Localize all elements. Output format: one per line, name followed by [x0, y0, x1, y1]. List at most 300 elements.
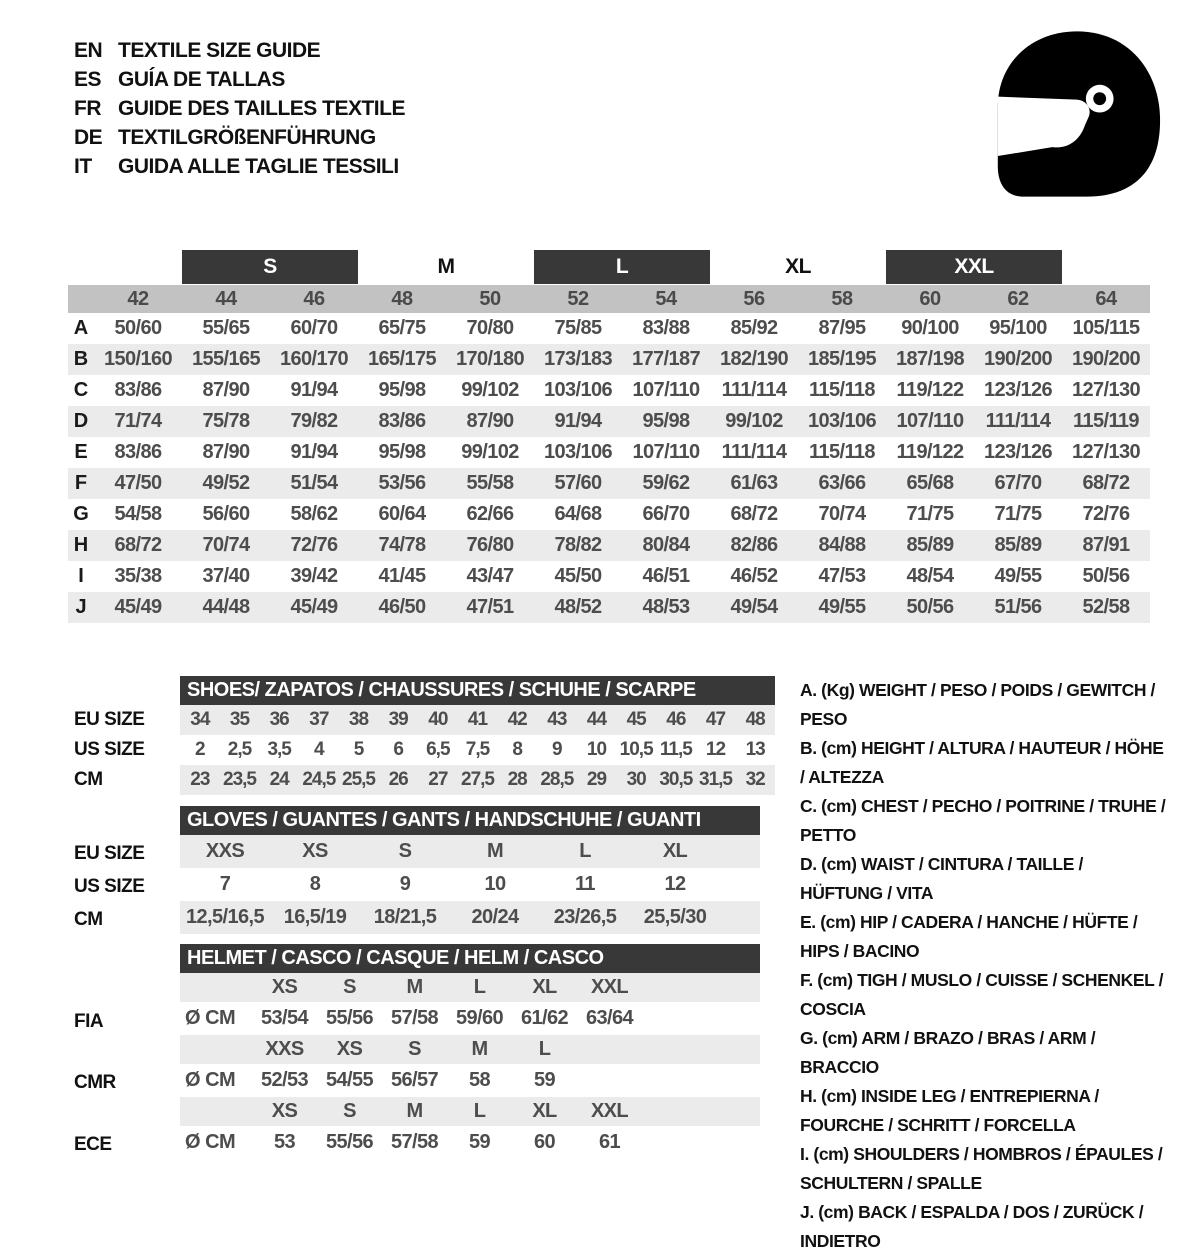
- eu-size-cell: 40: [428, 709, 448, 730]
- lang-code: IT: [74, 154, 92, 178]
- helmet-size-cell: M: [471, 1038, 488, 1060]
- size-cell: 66/70: [642, 503, 690, 525]
- gloves-eu-row: [180, 835, 760, 868]
- guide-title: TEXTILE SIZE GUIDE: [118, 38, 321, 62]
- helmet-cm-cell: 60: [533, 1131, 556, 1153]
- us-size-cell: 6,5: [426, 739, 450, 760]
- size-cell: 150/160: [103, 348, 173, 370]
- size-cell: 64/68: [554, 503, 602, 525]
- cm-cell: 18/21,5: [373, 906, 437, 928]
- size-cell: 165/175: [367, 348, 437, 370]
- helmet-size-table: [180, 944, 760, 1159]
- size-cell: 107/110: [632, 441, 700, 463]
- measurement-legend: [800, 676, 1170, 1256]
- helmet-cm-cell: 53: [273, 1131, 296, 1153]
- gloves-size-table: [180, 806, 760, 934]
- us-size-cell: 2,5: [227, 739, 252, 760]
- us-size-cell: 10: [586, 739, 607, 760]
- helmet-cm-cell: 58: [468, 1069, 491, 1091]
- size-cell: 87/91: [1082, 534, 1130, 556]
- us-size-cell: 7: [219, 873, 231, 895]
- measure-row-d: [68, 406, 1150, 437]
- size-cell: 70/74: [818, 503, 866, 525]
- size-cell: 83/88: [642, 317, 690, 339]
- helmet-cm-cell: 61: [598, 1131, 621, 1153]
- helmet-fia-values-row: [180, 1002, 760, 1035]
- cm-cell: 28,5: [540, 769, 574, 790]
- size-cell: 111/114: [721, 379, 787, 401]
- size-group-m: M: [437, 255, 455, 278]
- numeric-size: 46: [303, 287, 325, 310]
- cm-cell: 23/26,5: [553, 906, 617, 928]
- cm-cell: 24: [269, 769, 289, 790]
- size-cell: 72/76: [1082, 503, 1130, 525]
- eu-size-cell: XS: [302, 840, 328, 862]
- measure-row-j: [68, 592, 1150, 623]
- numeric-size: 42: [127, 287, 149, 310]
- diameter-cm-label: Ø CM: [185, 1007, 236, 1029]
- size-cell: 65/68: [906, 472, 954, 494]
- row-label: E: [74, 441, 88, 463]
- helmet-cm-cell: 53/54: [260, 1007, 309, 1029]
- size-cell: 190/200: [983, 348, 1053, 370]
- lang-row-it: [74, 152, 405, 181]
- size-cell: 75/78: [202, 410, 250, 432]
- size-cell: 160/170: [279, 348, 349, 370]
- legend-item-g: G. (cm) ARM / BRAZO / BRAS / ARM / BRACCIO: [800, 1028, 1096, 1077]
- us-size-cell: 6: [393, 739, 403, 760]
- size-cell: 46/52: [730, 565, 778, 587]
- size-cell: 71/75: [994, 503, 1042, 525]
- eu-size-cell: 44: [586, 709, 607, 730]
- cm-cell: 12,5/16,5: [185, 906, 264, 928]
- size-cell: 47/51: [466, 596, 514, 618]
- size-cell: 105/115: [1072, 317, 1140, 339]
- size-cell: 91/94: [290, 379, 338, 401]
- size-cell: 155/165: [191, 348, 261, 370]
- size-cell: 103/106: [807, 410, 877, 432]
- legend-item-b: B. (cm) HEIGHT / ALTURA / HAUTEUR / HÖHE / ALTEZZA: [800, 738, 1164, 787]
- gloves-table-title: GLOVES / GUANTES / GANTS / HANDSCHUHE / GUANTI: [180, 806, 760, 835]
- shoes-cm-label: CM: [74, 769, 103, 790]
- us-size-cell: 10: [484, 873, 506, 895]
- language-title-block: [74, 36, 405, 181]
- size-cell: 84/88: [818, 534, 866, 556]
- size-cell: 115/119: [1073, 410, 1139, 432]
- size-cell: 47/50: [114, 472, 162, 494]
- helmet-fia-sizes-row: [180, 973, 760, 1002]
- size-cell: 55/58: [466, 472, 514, 494]
- helmet-cm-cell: 61/62: [520, 1007, 569, 1029]
- us-size-cell: 9: [552, 739, 562, 760]
- size-cell: 35/38: [114, 565, 162, 587]
- cm-cell: 30,5: [659, 769, 693, 790]
- helmet-size-cell: S: [343, 1100, 356, 1122]
- gloves-us-size-label: US SIZE: [74, 876, 145, 897]
- us-size-cell: 10,5: [619, 739, 653, 760]
- fia-standard-label: FIA: [74, 1011, 104, 1032]
- helmet-cm-cell: 59: [468, 1131, 491, 1153]
- size-cell: 49/52: [202, 472, 250, 494]
- size-cell: 173/183: [543, 348, 613, 370]
- eu-size-cell: 43: [547, 709, 567, 730]
- cm-cell: 28: [507, 769, 527, 790]
- us-size-cell: 8: [512, 739, 522, 760]
- size-cell: 87/90: [466, 410, 514, 432]
- us-size-cell: 11,5: [659, 739, 692, 760]
- guide-title: GUIDA ALLE TAGLIE TESSILI: [118, 154, 399, 178]
- numeric-size: 48: [391, 287, 413, 310]
- eu-size-cell: 42: [507, 709, 527, 730]
- cm-cell: 23,5: [223, 769, 256, 790]
- helmet-size-cell: XXL: [590, 1100, 629, 1122]
- helmet-cmr-values-row: [180, 1064, 760, 1097]
- size-cell: 68/72: [730, 503, 778, 525]
- cm-cell: 25,5/30: [643, 906, 707, 928]
- size-cell: 123/126: [983, 379, 1053, 401]
- size-cell: 115/118: [809, 379, 875, 401]
- size-cell: 45/49: [290, 596, 338, 618]
- helmet-cm-cell: 59/60: [455, 1007, 504, 1029]
- size-cell: 50/56: [906, 596, 954, 618]
- size-cell: 83/86: [378, 410, 426, 432]
- us-size-cell: 5: [353, 739, 364, 760]
- us-size-cell: 7,5: [465, 739, 490, 760]
- measure-row-a: [68, 313, 1150, 344]
- cm-cell: 25,5: [342, 769, 375, 790]
- numeric-size: 52: [567, 287, 589, 310]
- legend-item-i: I. (cm) SHOULDERS / HOMBROS / ÉPAULES / SCHULTERN / SPALLE: [800, 1144, 1163, 1193]
- us-size-cell: 8: [309, 873, 321, 895]
- shoes-us-row: [180, 735, 775, 765]
- guide-title: GUIDE DES TAILLES TEXTILE: [118, 96, 405, 120]
- numeric-size: 56: [743, 287, 765, 310]
- size-cell: 103/106: [543, 379, 613, 401]
- size-cell: 39/42: [290, 565, 338, 587]
- size-cell: 85/89: [994, 534, 1042, 556]
- guide-title: TEXTILGRÖßENFÜHRUNG: [118, 125, 376, 149]
- size-group-header-row: [68, 250, 1150, 284]
- size-cell: 49/54: [730, 596, 778, 618]
- size-cell: 103/106: [543, 441, 613, 463]
- size-cell: 56/60: [202, 503, 250, 525]
- helmet-size-cell: XL: [532, 1100, 557, 1122]
- helmet-cm-cell: 57/58: [390, 1007, 439, 1029]
- size-group-l: L: [534, 250, 710, 284]
- shoes-eu-row: [180, 705, 775, 735]
- measure-row-f: [68, 468, 1150, 499]
- size-cell: 83/86: [114, 379, 162, 401]
- size-cell: 76/80: [466, 534, 514, 556]
- size-cell: 90/100: [901, 317, 959, 339]
- size-cell: 46/50: [378, 596, 426, 618]
- size-cell: 119/122: [896, 441, 964, 463]
- helmet-size-cell: S: [408, 1038, 421, 1060]
- size-cell: 67/70: [994, 472, 1042, 494]
- size-cell: 119/122: [896, 379, 964, 401]
- size-cell: 182/190: [719, 348, 789, 370]
- size-cell: 44/48: [202, 596, 250, 618]
- size-cell: 41/45: [378, 565, 426, 587]
- legend-item-e: E. (cm) HIP / CADERA / HANCHE / HÜFTE / HIPS / BACINO: [800, 912, 1138, 961]
- row-label: J: [75, 596, 87, 618]
- size-cell: 95/98: [378, 379, 426, 401]
- numeric-size: 64: [1095, 287, 1117, 310]
- legend-item-c: C. (cm) CHEST / PECHO / POITRINE / TRUHE / PETTO: [800, 796, 1166, 845]
- helmet-size-cell: M: [406, 1100, 423, 1122]
- size-cell: 50/56: [1082, 565, 1130, 587]
- eu-size-cell: XXS: [205, 840, 245, 862]
- us-size-cell: 3,5: [267, 739, 291, 760]
- cm-cell: 20/24: [471, 906, 519, 928]
- size-cell: 54/58: [114, 503, 162, 525]
- size-cell: 91/94: [554, 410, 602, 432]
- size-cell: 99/102: [461, 441, 519, 463]
- cm-cell: 27,5: [461, 769, 494, 790]
- gloves-cm-row: [180, 901, 760, 934]
- row-label: C: [73, 379, 89, 401]
- size-cell: 47/53: [818, 565, 866, 587]
- eu-size-cell: 38: [348, 709, 369, 730]
- size-cell: 99/102: [725, 410, 783, 432]
- us-size-cell: 9: [399, 873, 411, 895]
- eu-size-cell: 35: [229, 709, 250, 730]
- size-cell: 123/126: [983, 441, 1053, 463]
- measure-row-g: [68, 499, 1150, 530]
- size-cell: 70/74: [202, 534, 250, 556]
- helmet-cm-cell: 52/53: [260, 1069, 309, 1091]
- shoes-cm-row: [180, 765, 775, 795]
- size-cell: 115/118: [809, 441, 875, 463]
- helmet-cm-cell: 57/58: [390, 1131, 439, 1153]
- size-cell: 80/84: [642, 534, 690, 556]
- helmet-ece-values-row: [180, 1126, 760, 1159]
- us-size-cell: 12: [705, 739, 726, 760]
- measure-row-e: [68, 437, 1150, 468]
- cm-cell: 27: [428, 769, 448, 790]
- size-cell: 58/62: [290, 503, 338, 525]
- size-cell: 85/89: [906, 534, 954, 556]
- measure-row-c: [68, 375, 1150, 406]
- lang-row-en: [74, 36, 405, 65]
- lang-code: DE: [74, 125, 103, 149]
- size-cell: 51/54: [290, 472, 338, 494]
- size-cell: 87/95: [818, 317, 866, 339]
- eu-size-cell: 37: [309, 709, 329, 730]
- size-cell: 72/76: [290, 534, 338, 556]
- diameter-cm-label: Ø CM: [185, 1131, 236, 1153]
- size-cell: 74/78: [378, 534, 426, 556]
- cm-cell: 31,5: [699, 769, 732, 790]
- row-label: G: [73, 503, 89, 525]
- eu-size-cell: L: [579, 840, 591, 862]
- size-cell: 52/58: [1082, 596, 1130, 618]
- row-label: I: [78, 565, 84, 587]
- lang-code: ES: [74, 67, 102, 91]
- size-cell: 70/80: [466, 317, 514, 339]
- size-cell: 79/82: [290, 410, 338, 432]
- helmet-size-cell: L: [473, 976, 486, 998]
- size-cell: 187/198: [895, 348, 965, 370]
- eu-size-cell: 34: [190, 709, 210, 730]
- numeric-size: 60: [919, 287, 941, 310]
- helmet-size-cell: XS: [271, 1100, 298, 1122]
- measure-row-h: [68, 530, 1150, 561]
- lang-code: EN: [74, 38, 103, 62]
- size-cell: 111/114: [985, 410, 1051, 432]
- eu-size-cell: 39: [388, 709, 408, 730]
- eu-size-cell: 45: [626, 709, 646, 730]
- size-group-xl: XL: [785, 255, 811, 278]
- cm-cell: 26: [388, 769, 408, 790]
- legend-item-j: J. (cm) BACK / ESPALDA / DOS / ZURÜCK / INDIETRO: [800, 1202, 1144, 1251]
- helmet-size-cell: XXS: [265, 1038, 304, 1060]
- size-cell: 57/60: [554, 472, 602, 494]
- row-label: D: [73, 410, 89, 432]
- cm-cell: 29: [586, 769, 607, 790]
- legend-item-a: A. (Kg) WEIGHT / PESO / POIDS / GEWITCH / PESO: [800, 680, 1155, 729]
- size-cell: 37/40: [202, 565, 250, 587]
- helmet-cm-cell: 55/56: [325, 1131, 374, 1153]
- eu-size-cell: S: [398, 840, 412, 862]
- size-cell: 82/86: [730, 534, 778, 556]
- eu-size-cell: 48: [745, 709, 765, 730]
- eu-size-cell: 41: [467, 709, 488, 730]
- main-size-table: [68, 250, 1150, 623]
- size-cell: 48/53: [642, 596, 690, 618]
- size-cell: 55/65: [202, 317, 250, 339]
- helmet-size-cell: XS: [336, 1038, 363, 1060]
- eu-size-cell: 36: [269, 709, 289, 730]
- size-cell: 127/130: [1071, 379, 1141, 401]
- numeric-size: 58: [831, 287, 853, 310]
- size-cell: 49/55: [994, 565, 1042, 587]
- size-cell: 53/56: [378, 472, 426, 494]
- shoes-size-table: [180, 676, 775, 795]
- legend-item-f: F. (cm) TIGH / MUSLO / CUISSE / SCHENKEL / COSCIA: [800, 970, 1164, 1019]
- size-group-xxl: XXL: [886, 250, 1062, 284]
- numeric-size: 62: [1007, 287, 1029, 310]
- gloves-cm-label: CM: [74, 909, 103, 930]
- size-cell: 95/98: [642, 410, 690, 432]
- cmr-standard-label: CMR: [74, 1072, 116, 1093]
- cm-cell: 23: [190, 769, 210, 790]
- size-cell: 107/110: [896, 410, 964, 432]
- size-cell: 85/92: [730, 317, 778, 339]
- size-cell: 170/180: [455, 348, 525, 370]
- us-size-cell: 11: [575, 873, 595, 895]
- size-cell: 60/70: [290, 317, 338, 339]
- size-cell: 51/56: [994, 596, 1042, 618]
- size-cell: 68/72: [114, 534, 162, 556]
- helmet-size-cell: L: [538, 1038, 551, 1060]
- size-cell: 65/75: [378, 317, 426, 339]
- size-cell: 48/54: [906, 565, 954, 587]
- numeric-size-header-row: [68, 285, 1150, 313]
- cm-cell: 32: [745, 769, 765, 790]
- size-cell: 71/74: [114, 410, 162, 432]
- lang-row-es: [74, 65, 405, 94]
- size-cell: 75/85: [554, 317, 602, 339]
- size-cell: 45/49: [114, 596, 162, 618]
- size-cell: 177/187: [631, 348, 701, 370]
- size-cell: 68/72: [1082, 472, 1130, 494]
- eu-size-cell: M: [486, 840, 504, 862]
- size-cell: 107/110: [632, 379, 700, 401]
- size-cell: 59/62: [642, 472, 690, 494]
- us-size-cell: 13: [745, 739, 765, 760]
- numeric-size: 54: [655, 287, 677, 310]
- shoes-us-size-label: US SIZE: [74, 739, 145, 760]
- us-size-cell: 2: [195, 739, 205, 760]
- helmet-size-cell: XL: [532, 976, 557, 998]
- row-label: H: [73, 534, 89, 556]
- row-label: F: [74, 472, 88, 494]
- helmet-cm-cell: 56/57: [390, 1069, 439, 1091]
- us-size-cell: 12: [664, 873, 686, 895]
- helmet-ece-sizes-row: [180, 1097, 760, 1126]
- diameter-cm-label: Ø CM: [185, 1069, 236, 1091]
- helmet-size-cell: XS: [271, 976, 298, 998]
- size-cell: 87/90: [202, 441, 250, 463]
- size-cell: 60/64: [378, 503, 426, 525]
- cm-cell: 16,5/19: [283, 906, 347, 928]
- measure-row-b: [68, 344, 1150, 375]
- shoes-eu-size-label: EU SIZE: [74, 709, 145, 730]
- size-cell: 78/82: [554, 534, 602, 556]
- size-cell: 95/100: [989, 317, 1047, 339]
- size-cell: 190/200: [1071, 348, 1141, 370]
- legend-item-d: D. (cm) WAIST / CINTURA / TAILLE / HÜFTUNG / VITA: [800, 854, 1083, 903]
- eu-size-cell: 46: [666, 709, 686, 730]
- size-cell: 46/51: [642, 565, 690, 587]
- helmet-size-cell: XXL: [590, 976, 629, 998]
- helmet-cm-cell: 59: [533, 1069, 556, 1091]
- ece-standard-label: ECE: [74, 1134, 112, 1155]
- size-cell: 62/66: [466, 503, 514, 525]
- us-size-cell: 4: [314, 739, 324, 760]
- row-label: B: [73, 348, 89, 370]
- helmet-size-cell: L: [473, 1100, 486, 1122]
- shoes-table-title: SHOES/ ZAPATOS / CHAUSSURES / SCHUHE / SCARPE: [180, 676, 775, 705]
- helmet-cm-cell: 63/64: [585, 1007, 634, 1029]
- helmet-cm-cell: 54/55: [325, 1069, 374, 1091]
- size-cell: 83/86: [114, 441, 162, 463]
- size-cell: 45/50: [554, 565, 602, 587]
- cm-cell: 24,5: [302, 769, 336, 790]
- eu-size-cell: XL: [662, 840, 688, 862]
- row-label: A: [73, 317, 89, 339]
- size-cell: 61/63: [730, 472, 778, 494]
- helmet-size-cell: M: [406, 976, 423, 998]
- guide-title: GUÍA DE TALLAS: [118, 67, 285, 91]
- size-cell: 50/60: [114, 317, 162, 339]
- size-cell: 127/130: [1071, 441, 1141, 463]
- size-cell: 43/47: [466, 565, 514, 587]
- measure-row-i: [68, 561, 1150, 592]
- cm-cell: 30: [626, 769, 646, 790]
- size-cell: 71/75: [906, 503, 954, 525]
- lang-row-fr: [74, 94, 405, 123]
- gloves-eu-size-label: EU SIZE: [74, 843, 145, 864]
- size-cell: 91/94: [290, 441, 338, 463]
- size-cell: 63/66: [818, 472, 866, 494]
- lang-row-de: [74, 123, 405, 152]
- size-cell: 99/102: [461, 379, 519, 401]
- helmet-cmr-sizes-row: [180, 1035, 760, 1064]
- size-cell: 87/90: [202, 379, 250, 401]
- helmet-size-cell: S: [343, 976, 356, 998]
